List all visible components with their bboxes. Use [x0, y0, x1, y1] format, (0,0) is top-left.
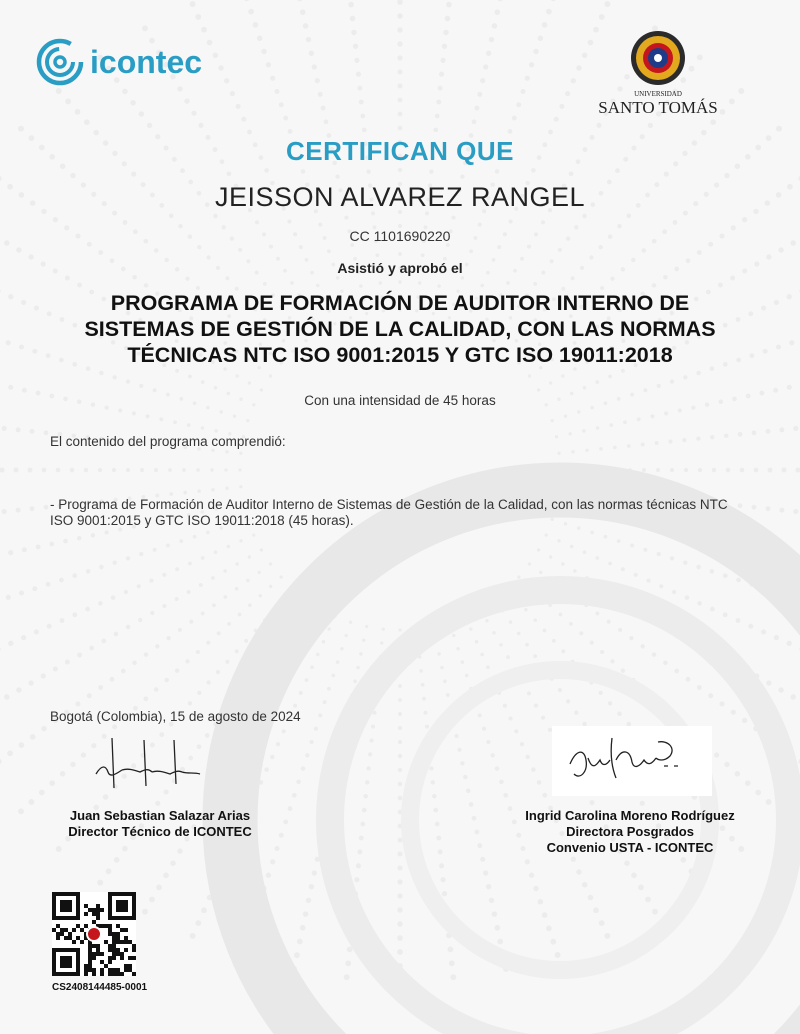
attended-text: Asistió y aprobó el [337, 260, 463, 276]
program-title-line: TÉCNICAS NTC ISO 9001:2015 Y GTC ISO 19011:2018 [127, 343, 673, 367]
signer-1-title: Director Técnico de ICONTEC [68, 824, 252, 839]
qr-code-icon[interactable] [52, 892, 136, 976]
signer-2 [490, 808, 770, 856]
icontec-logo-icon [34, 34, 234, 90]
recipient-name: JEISSON ALVAREZ RANGEL [214, 182, 586, 212]
signer-1-name: Juan Sebastian Salazar Arias [69, 808, 251, 823]
content-label: El contenido del programa comprendió: [50, 434, 286, 449]
id-document: CC 1101690220 [349, 228, 451, 244]
place-date: Bogotá (Colombia), 15 de agosto de 2024 [50, 709, 301, 724]
usta-line1: UNIVERSIDAD [634, 90, 682, 98]
certificate-heading: CERTIFICAN QUE [286, 136, 514, 166]
verification-code: CS2408144485-0001 [52, 982, 148, 993]
program-title-line: PROGRAMA DE FORMACIÓN DE AUDITOR INTERNO DE [110, 291, 690, 315]
program-title-line: SISTEMAS DE GESTIÓN DE LA CALIDAD, CON LAS NORMAS [84, 317, 716, 341]
content-item: - Programa de Formación de Auditor Interno de Sistemas de Gestión de la Calidad, con las normas técnicas NTC ISO 9001:2015 y GTC ISO 19011:2018 (45 horas). [50, 497, 728, 528]
program-title [50, 290, 750, 368]
signature-1-image [88, 734, 208, 792]
signer-1 [30, 808, 290, 840]
usta-line2: SANTO TOMÁS [598, 98, 718, 117]
signer-2-title: Convenio USTA - ICONTEC [546, 840, 714, 855]
santo-tomas-seal-icon [598, 26, 718, 122]
icontec-wordmark: icontec [90, 44, 203, 80]
signer-2-name: Ingrid Carolina Moreno Rodríguez [525, 808, 735, 823]
signer-2-title: Directora Posgrados [566, 824, 694, 839]
signature-2-image [560, 730, 690, 788]
intensity-text: Con una intensidad de 45 horas [304, 393, 496, 408]
